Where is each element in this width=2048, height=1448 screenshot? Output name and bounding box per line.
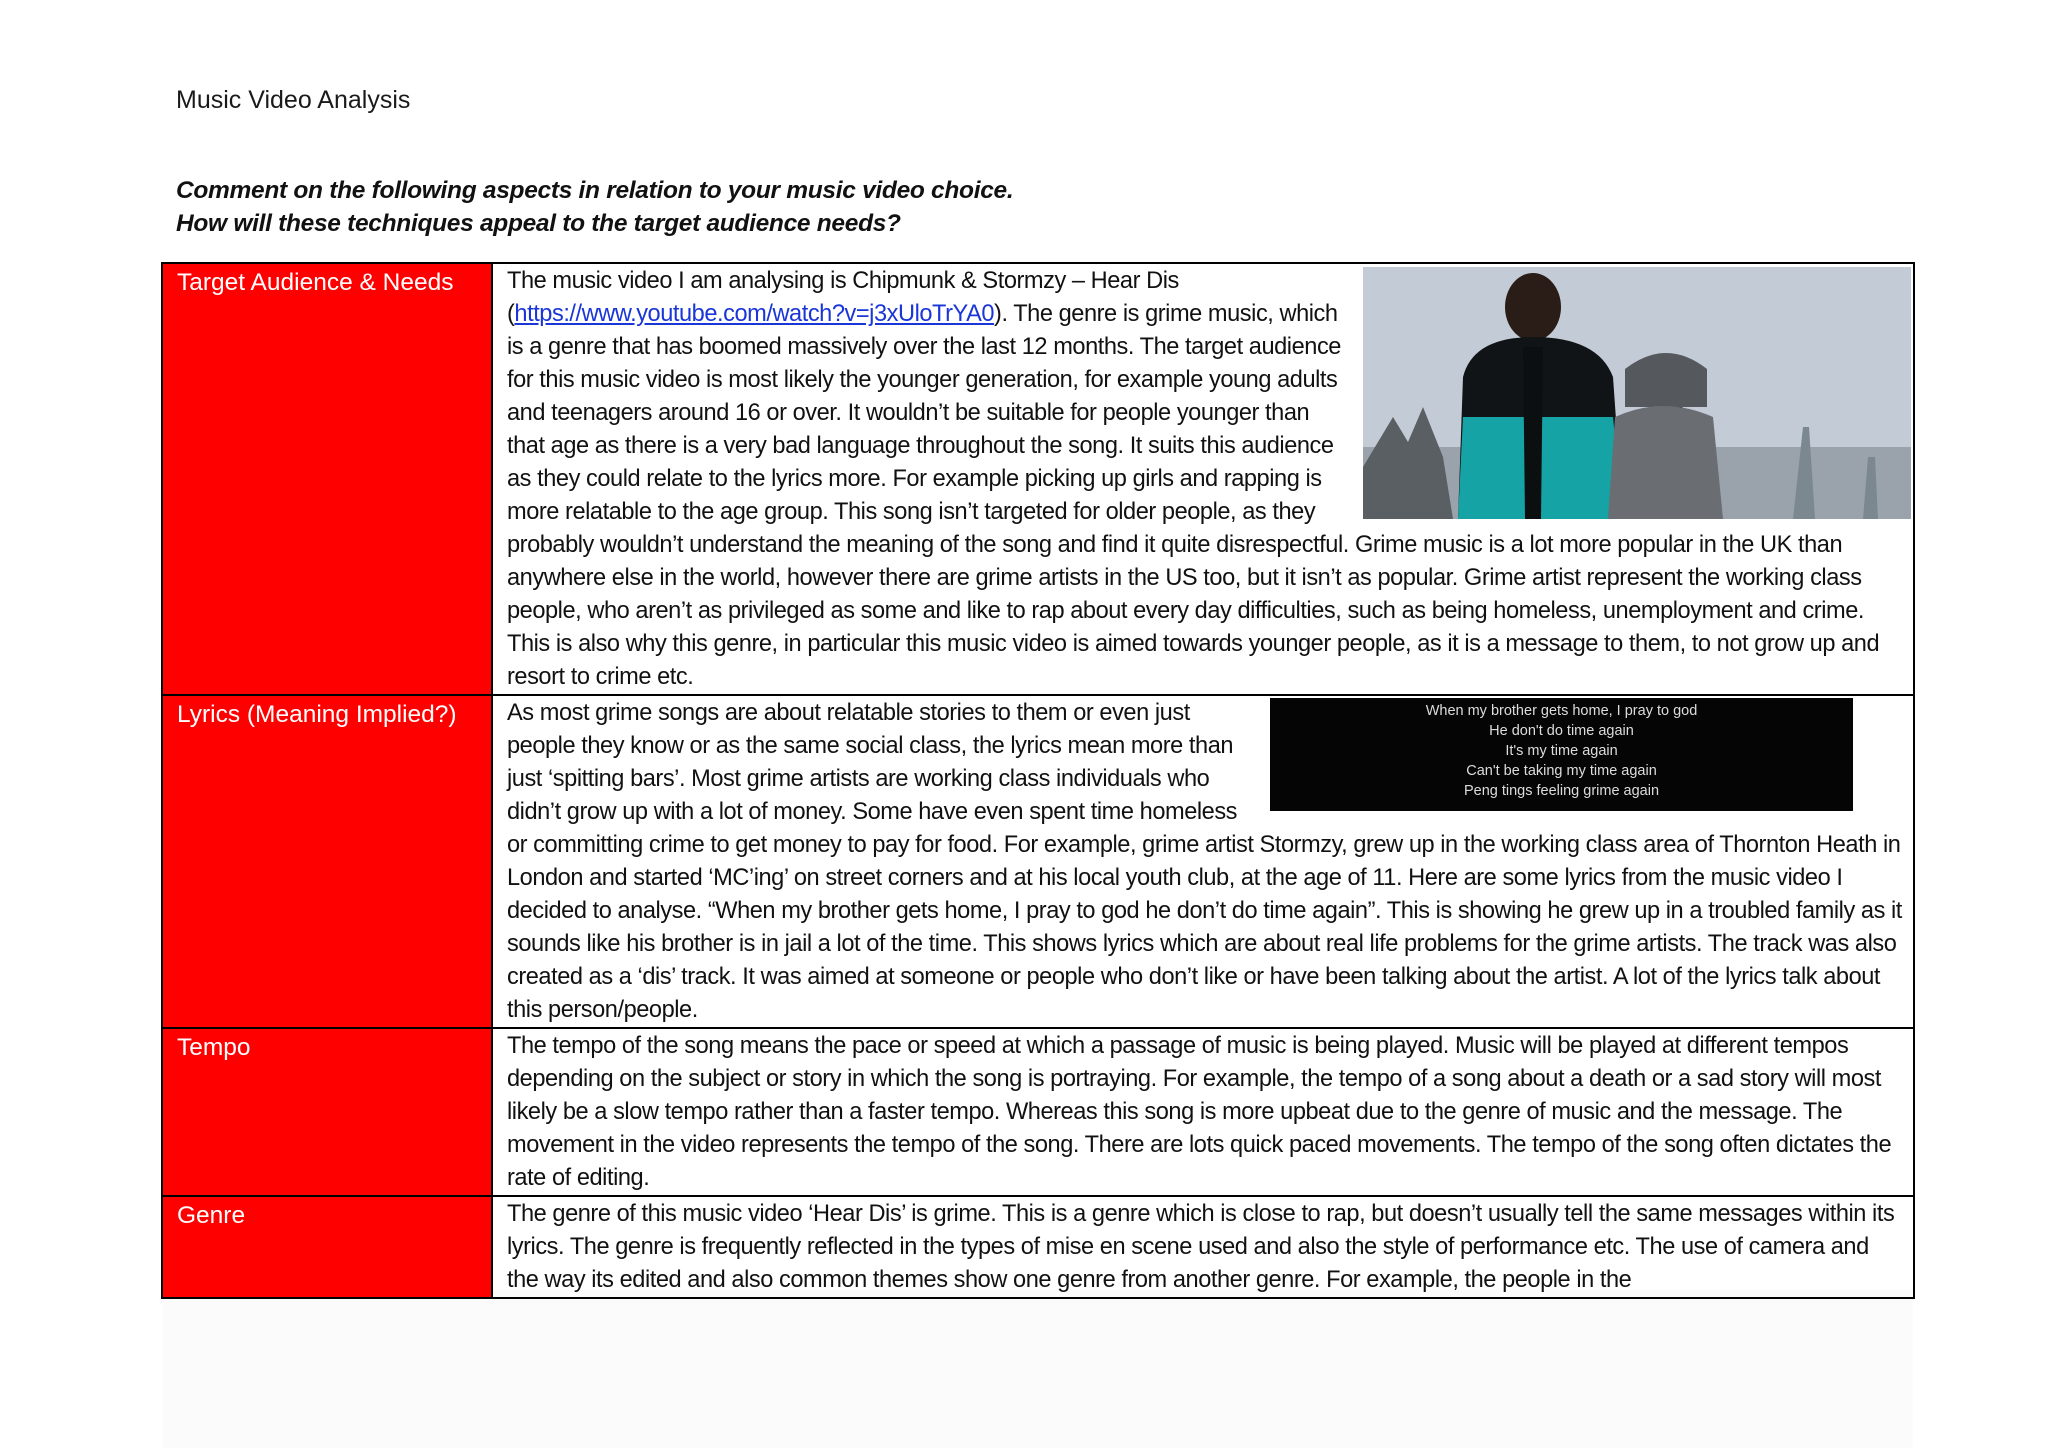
lyric-line: When my brother gets home, I pray to god (1425, 703, 1698, 719)
table-row (162, 263, 1914, 695)
row-content-genre: The genre of this music video ‘Hear Dis’ is grime. This is a genre which is close to rap, but doesn’t usually tell the same messages within its lyrics. The genre is frequently reflected in the types of mise en scene used and also the style of performance etc. The use of camera and the way its edited and also common themes show one genre from another genre. For example, the people in the (492, 1196, 1914, 1298)
row-label-genre: Genre (162, 1196, 492, 1298)
table-row (162, 695, 1914, 1028)
document-title: Music Video Analysis (176, 86, 411, 114)
row-label-target-audience: Target Audience & Needs (162, 263, 492, 695)
row-content-lyrics (492, 695, 1914, 1028)
youtube-link[interactable]: https://www.youtube.com/watch?v=j3xUloTrYA0 (514, 301, 995, 327)
instruction-line-2: How will these techniques appeal to the target audience needs? (176, 210, 901, 237)
lyric-line: It's my time again (1505, 743, 1618, 759)
lyric-line: He don't do time again (1489, 723, 1634, 739)
table-row (162, 1196, 1914, 1298)
row-content-tempo: The tempo of the song means the pace or speed at which a passage of music is being played. Music will be played at different tempos depending on the subject or story in which the song is portraying. For example, the tempo of a song about a death or a sad story will most likely be a slow tempo rather than a faster tempo. Whereas this song is more upbeat due to the genre of music and the message. The movement in the video represents the tempo of the song. There are lots quick paced movements. The tempo of the song often dictates the rate of editing. (492, 1028, 1914, 1196)
table-row (162, 1028, 1914, 1196)
lyrics-screenshot-image (1270, 698, 1853, 811)
instructions (176, 174, 1013, 240)
lyric-line: Peng tings feeling grime again (1463, 783, 1660, 799)
row-label-lyrics: Lyrics (Meaning Implied?) (162, 695, 492, 1028)
row-label-tempo: Tempo (162, 1028, 492, 1196)
target-audience-text-end: ). The genre is grime music, which is a genre that has boomed massively over the last 12 months. The target audience for this music video is most likely the younger generation, for example young adults and teenagers around 16 or over. It wouldn’t be suitable for people younger than that age as there is a very bad language throughout the song. It suits this audience as they could relate to the lyrics more. For example picking up girls and rapping is more relatable to the age group. This song isn’t targeted for older people, as they probably wouldn’t understand the meaning of the song and find it quite disrespectful. Grime music is a lot more popular in the UK than anywhere else in the world, however there are grime artists in the US too, but it isn’t as popular. Grime artist represent the working class people, who aren’t as privileged as some and like to rap about every day difficulties, such as being homeless, unemployment and crime. This is also why this genre, in particular this music video is aimed towards younger people, as it is a message to them, to not grow up and resort to crime etc. (507, 301, 1880, 690)
target-audience-text-start: The music video I am analysing is Chipmunk & Stormzy – Hear Dis ( (507, 268, 1179, 327)
analysis-table (161, 262, 1915, 1299)
row-content-target-audience (492, 263, 1914, 695)
lyric-line: Can't be taking my time again (1466, 763, 1657, 779)
lyrics-text: As most grime songs are about relatable stories to them or even just people they know or as the same social class, the lyrics mean more than just ‘spitting bars’. Most grime artists are working class individuals who didn’t grow up with a lot of money. Some have even spent time homeless or committing crime to get money to pay for food. For example, grime artist Stormzy, grew up in the working class area of Thornton Heath in London and started ‘MC’ing’ on street corners and at his local youth club, at the age of 11. Here are some lyrics from the music video I decided to analyse. “When my brother gets home, I pray to god he don’t do time again”. This is showing he grew up in a troubled family as it sounds like his brother is in jail a lot of the time. This shows lyrics which are about real life problems for the grime artists. The track was also created as a ‘dis’ track. It was aimed at someone or people who don’t like or have been talking about the artist. A lot of the lyrics talk about this person/people. (507, 700, 1902, 1023)
instruction-line-1: Comment on the following aspects in relation to your music video choice. (176, 177, 1014, 204)
artists-photo-icon (1363, 267, 1911, 519)
page-shade (163, 1290, 1913, 1448)
music-video-still-image (1363, 267, 1911, 519)
